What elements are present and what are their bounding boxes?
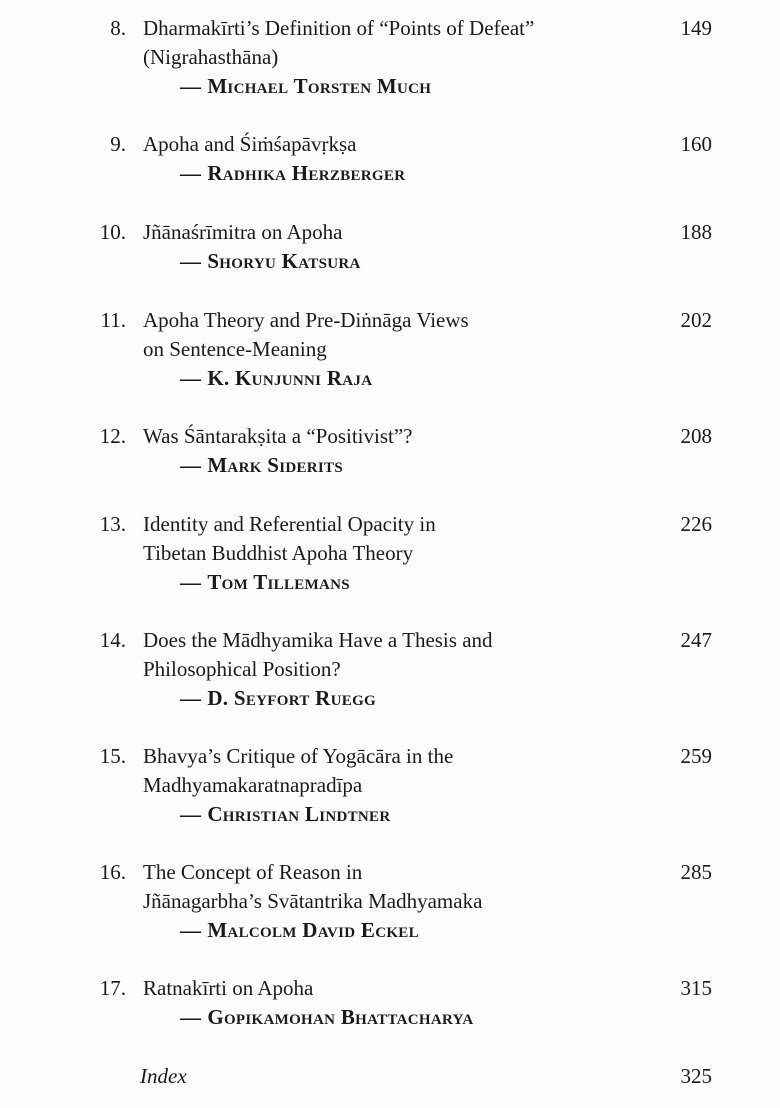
author-name: K. Kunjunni Raja	[207, 366, 373, 390]
entry-page-number: 285	[680, 860, 712, 884]
entry-title-line: Tibetan Buddhist Apoha Theory	[143, 541, 414, 565]
author-name: Christian Lindtner	[207, 802, 391, 826]
author-dash: —	[180, 686, 202, 710]
entry-title	[143, 306, 643, 364]
entry-title	[143, 130, 643, 159]
entry-page-number: 149	[680, 16, 712, 40]
entry-page-number: 202	[680, 308, 712, 332]
author-dash: —	[180, 366, 202, 390]
entry-title-line: Apoha Theory and Pre-Diṅnāga Views	[143, 308, 469, 332]
entry-number: 13.	[99, 512, 126, 536]
author-dash: —	[180, 161, 202, 185]
entry-title-line: The Concept of Reason in	[143, 860, 363, 884]
entry-title	[143, 626, 643, 684]
entry-number: 9.	[110, 132, 126, 156]
entry-number: 10.	[99, 220, 126, 244]
entry-author	[180, 1003, 473, 1032]
entry-number: 17.	[99, 976, 126, 1000]
entry-title	[143, 858, 643, 916]
entry-title-line: Bhavya’s Critique of Yogācāra in the	[143, 744, 454, 768]
author-dash: —	[180, 453, 202, 477]
entry-page-number: 208	[680, 424, 712, 448]
author-dash: —	[180, 802, 202, 826]
entry-title-line: Apoha and Śiṁśapāvṛkṣa	[143, 132, 357, 156]
author-dash: —	[180, 74, 202, 98]
entry-author	[180, 568, 350, 597]
entry-title	[143, 218, 643, 247]
entry-title	[143, 422, 643, 451]
entry-title-line: Identity and Referential Opacity in	[143, 512, 436, 536]
entry-title-line: Jñānagarbha’s Svātantrika Madhyamaka	[143, 889, 483, 913]
author-dash: —	[180, 249, 202, 273]
author-name: Radhika Herzberger	[207, 161, 406, 185]
entry-author	[180, 684, 376, 713]
entry-title-line: on Sentence-Meaning	[143, 337, 327, 361]
entry-title-line: Ratnakīrti on Apoha	[143, 976, 314, 1000]
entry-title	[143, 14, 643, 72]
author-name: D. Seyfort Ruegg	[207, 686, 377, 710]
author-name: Shoryu Katsura	[207, 249, 361, 273]
entry-author	[180, 364, 372, 393]
entry-page-number: 226	[680, 512, 712, 536]
author-name: Malcolm David Eckel	[207, 918, 419, 942]
entry-page-number: 160	[680, 132, 712, 156]
index-page-number: 325	[680, 1064, 712, 1088]
entry-author	[180, 72, 431, 101]
entry-title-line: Madhyamakaratnapradīpa	[143, 773, 363, 797]
entry-page-number: 188	[680, 220, 712, 244]
index-label: Index	[140, 1064, 187, 1088]
author-name: Gopikamohan Bhattacharya	[207, 1005, 474, 1029]
entry-page-number: 315	[680, 976, 712, 1000]
entry-title	[143, 742, 643, 800]
entry-author	[180, 916, 419, 945]
author-dash: —	[180, 1005, 202, 1029]
entry-title	[143, 510, 643, 568]
entry-title-line: Dharmakīrti’s Definition of “Points of Defeat”	[143, 16, 535, 40]
author-name: Mark Siderits	[207, 453, 343, 477]
author-dash: —	[180, 570, 202, 594]
entry-number: 12.	[99, 424, 126, 448]
entry-title	[143, 974, 643, 1003]
author-name: Tom Tillemans	[207, 570, 350, 594]
entry-number: 14.	[99, 628, 126, 652]
entry-author	[180, 247, 361, 276]
entry-author	[180, 159, 405, 188]
entry-title-line: Was Śāntarakṣita a “Positivist”?	[143, 424, 413, 448]
entry-number: 15.	[99, 744, 126, 768]
entry-author	[180, 800, 391, 829]
entry-title-line: Does the Mādhyamika Have a Thesis and	[143, 628, 493, 652]
entry-author	[180, 451, 343, 480]
entry-number: 11.	[100, 308, 126, 332]
entry-title-line: (Nigrahasthāna)	[143, 45, 279, 69]
entry-title-line: Philosophical Position?	[143, 657, 341, 681]
author-dash: —	[180, 918, 202, 942]
entry-title-line: Jñānaśrīmitra on Apoha	[143, 220, 343, 244]
entry-page-number: 247	[680, 628, 712, 652]
entry-page-number: 259	[680, 744, 712, 768]
author-name: Michael Torsten Much	[207, 74, 432, 98]
entry-number: 8.	[110, 16, 126, 40]
entry-number: 16.	[99, 860, 126, 884]
